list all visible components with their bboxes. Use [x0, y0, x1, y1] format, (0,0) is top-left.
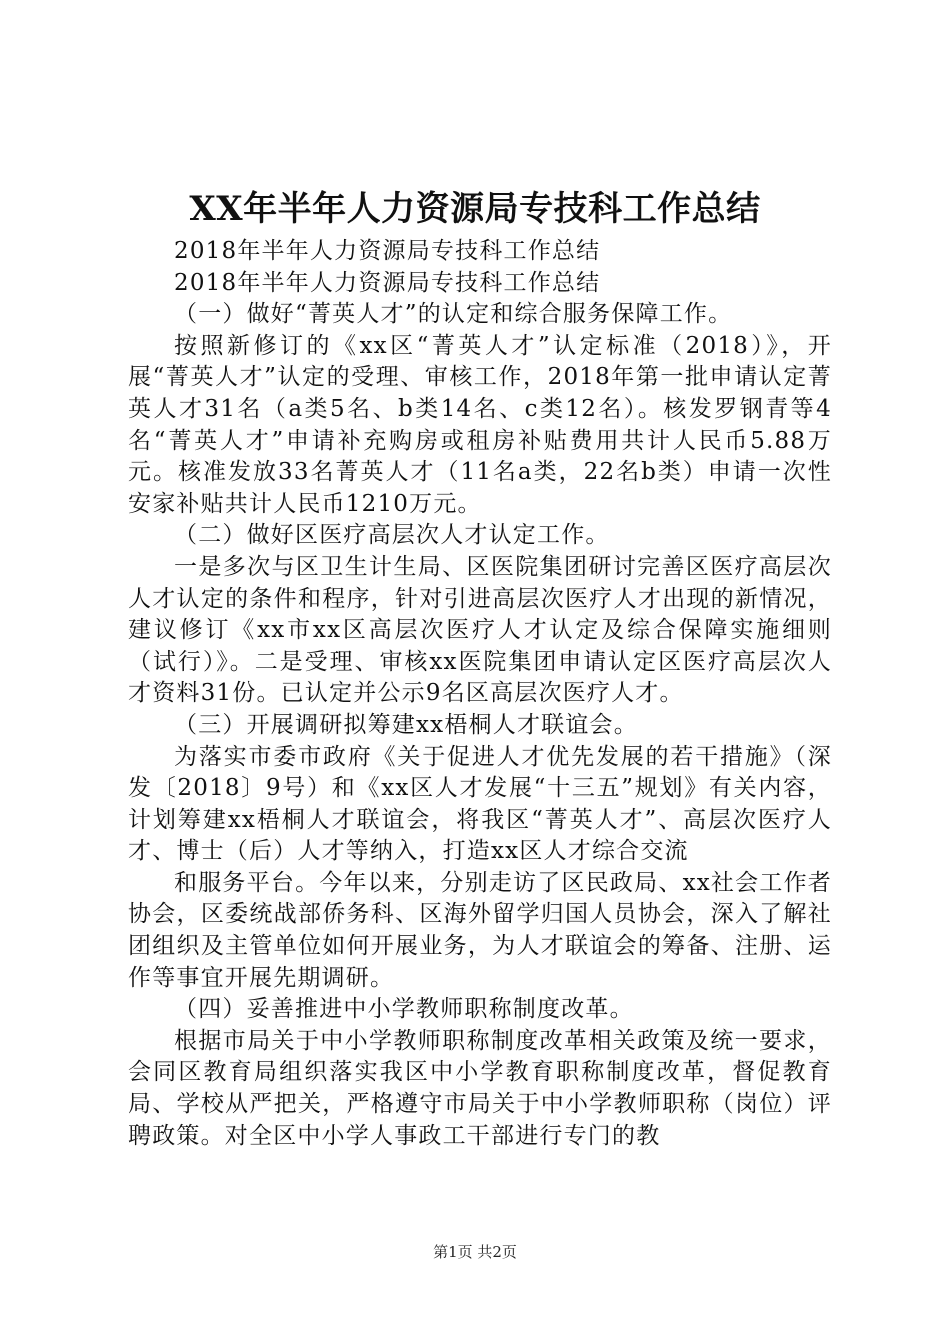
paragraph-section-2: 一是多次与区卫生计生局、区医院集团研讨完善区医疗高层次人才认定的条件和程序，针对引进高层次医疗人才出现的新情况，建议修订《xx市xx区高层次医疗人才认定及综合保障实施细则（试行）》。二是受理、审核xx医院集团申请认定区医疗高层次人才资料31份。已认定并公示9名区高层次医疗人才。 [128, 553, 832, 707]
paragraph-section-3a: 为落实市委市政府《关于促进人才优先发展的若干措施》（深发〔2018〕9号）和《xx区人才发展“十三五”规划》有关内容，计划筹建xx梧桐人才联谊会，将我区“菁英人才”、高层次医疗人才、博士（后）人才等纳入，打造xx区人才综合交流 [128, 743, 832, 865]
paragraph-section-4: 根据市局关于中小学教师职称制度改革相关政策及统一要求，会同区教育局组织落实我区中小学教育职称制度改革，督促教育局、学校从严把关，严格遵守市局关于中小学教师职称（岗位）评聘政策。对全区中小学人事政工干部进行专门的教 [128, 1027, 832, 1149]
paragraph-subtitle: 2018年半年人力资源局专技科工作总结 [174, 238, 601, 264]
paragraph-section-1: 按照新修订的《xx区“菁英人才”认定标准（2018）》，开展“菁英人才”认定的受理、审核工作，2018年第一批申请认定菁英人才31名（a类5名、b类14名、c类12名）。核发罗钢青等4名“菁英人才”申请补充购房或租房补贴费用共计人民币5.88万元。核准发放33名菁英人才（11名a类，22名b类）申请一次性安家补贴共计人民币1210万元。 [128, 332, 832, 517]
section-heading-1: （一）做好“菁英人才”的认定和综合服务保障工作。 [174, 301, 733, 328]
section-heading-2: （二）做好区医疗高层次人才认定工作。 [174, 522, 610, 549]
section-heading-3: （三）开展调研拟筹建xx梧桐人才联谊会。 [174, 711, 638, 738]
document-title: XX年半年人力资源局专技科工作总结 [189, 189, 761, 229]
page-number-footer: 第1页 共2页 [433, 1243, 517, 1261]
paragraph-section-3b: 和服务平台。今年以来，分别走访了区民政局、xx社会工作者协会，区委统战部侨务科、区海外留学归国人员协会，深入了解社团组织及主管单位如何开展业务，为人才联谊会的筹备、注册、运作等事宜开展先期调研。 [128, 869, 832, 991]
section-heading-4: （四）妥善推进中小学教师职称制度改革。 [174, 996, 634, 1023]
document-body [128, 236, 832, 1152]
paragraph-subtitle-repeat: 2018年半年人力资源局专技科工作总结 [174, 269, 601, 296]
